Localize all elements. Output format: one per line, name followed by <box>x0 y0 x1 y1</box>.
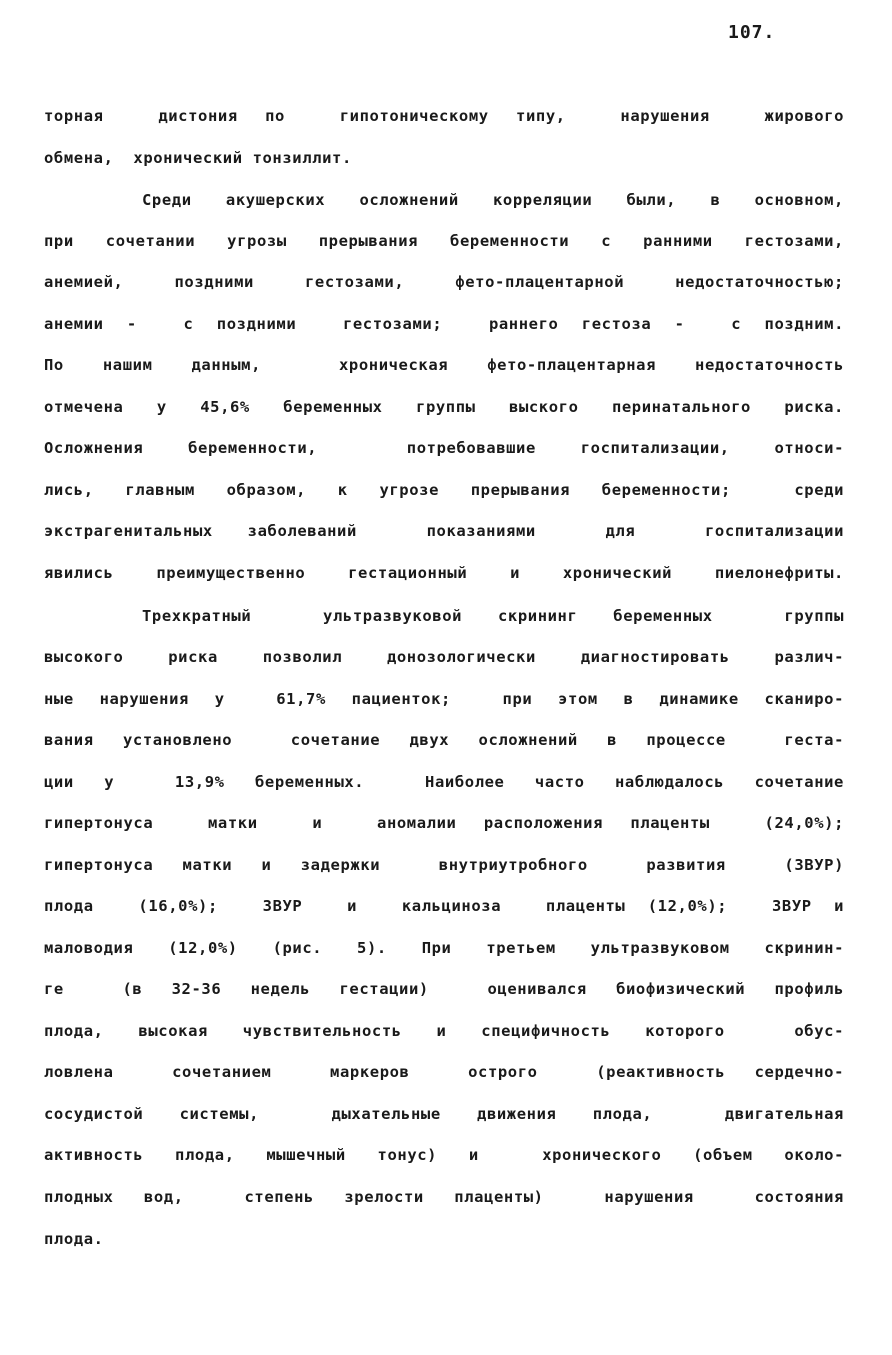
text-line: экстрагенитальных заболеваний показаниями для госпитализации <box>44 522 844 540</box>
text-line: плода. <box>44 1230 104 1248</box>
text-line: По нашим данным, хроническая фето-плацентарная недостаточность <box>44 356 844 374</box>
text-line: обмена, хронический тонзиллит. <box>44 149 352 167</box>
text-line: анемии - с поздними гестозами; раннего гестоза - с поздним. <box>44 315 844 333</box>
text-line: гипертонуса матки и задержки внутриутробного развития (ЗВУР) <box>44 856 844 874</box>
text-line: отмечена у 45,6% беременных группы выского перинатального риска. <box>44 398 844 416</box>
text-line: торная дистония по гипотоническому типу, нарушения жирового <box>44 107 844 125</box>
text-line: вания установлено сочетание двух осложнений в процессе геста- <box>44 731 844 749</box>
text-line: при сочетании угрозы прерывания беременности с ранними гестозами, <box>44 232 844 250</box>
text-line: явились преимущественно гестационный и хронический пиелонефриты. <box>44 564 844 582</box>
paragraph-first-line: Трехкратный ультразвуковой скрининг беременных группы <box>142 607 844 625</box>
paragraph-first-line: Среди акушерских осложнений корреляции были, в основном, <box>142 191 844 209</box>
page-number: 107. <box>728 22 776 43</box>
text-line: ловлена сочетанием маркеров острого (реактивность сердечно- <box>44 1063 844 1081</box>
text-line: ге (в 32-36 недель гестации) оценивался биофизический профиль <box>44 980 844 998</box>
text-line: анемией, поздними гестозами, фето-плацентарной недостаточностью; <box>44 273 844 291</box>
text-line: плодных вод, степень зрелости плаценты) нарушения состояния <box>44 1188 844 1206</box>
text-line: маловодия (12,0%) (рис. 5). При третьем ультразвуковом скринин- <box>44 939 844 957</box>
text-line: сосудистой системы, дыхательные движения плода, двигательная <box>44 1105 844 1123</box>
text-line: гипертонуса матки и аномалии расположения плаценты (24,0%); <box>44 814 844 832</box>
text-line: высокого риска позволил донозологически диагностировать различ- <box>44 648 844 666</box>
text-line: ные нарушения у 61,7% пациенток; при этом в динамике сканиро- <box>44 690 844 708</box>
text-line: плода (16,0%); ЗВУР и кальциноза плаценты (12,0%); ЗВУР и <box>44 897 844 915</box>
text-line: ции у 13,9% беременных. Наиболее часто наблюдалось сочетание <box>44 773 844 791</box>
text-line: лись, главным образом, к угрозе прерывания беременности; среди <box>44 481 844 499</box>
text-line: активность плода, мышечный тонус) и хронического (объем около- <box>44 1146 844 1164</box>
text-line: плода, высокая чувствительность и специфичность которого обус- <box>44 1022 844 1040</box>
text-line: Осложнения беременности, потребовавшие госпитализации, относи- <box>44 439 844 457</box>
